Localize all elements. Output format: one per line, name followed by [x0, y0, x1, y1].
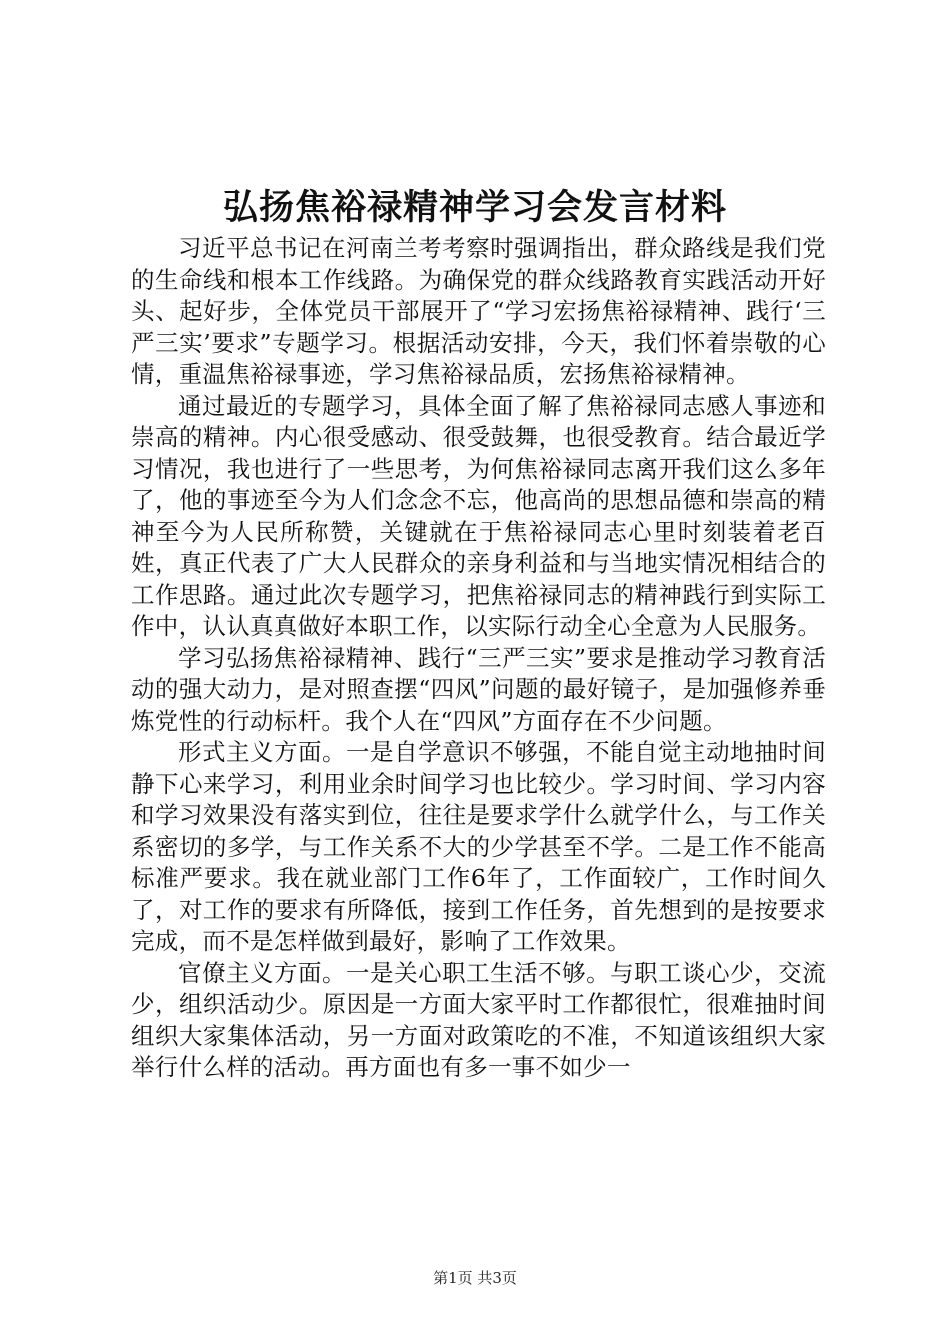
paragraph-4: 形式主义方面。一是自学意识不够强，不能自觉主动地抽时间静下心来学习，利用业余时间学习也比较少。学习时间、学习内容和学习效果没有落实到位，往往是要求学什么就学什么，与工作关系密切的多学，与工作关系不大的少学甚至不学。二是工作不能高标准严要求。我在就业部门工作6年了，工作面较广，工作时间久了，对工作的要求有所降低，接到工作任务，首先想到的是按要求完成，而不是怎样做到最好，影响了工作效果。 [131, 738, 826, 955]
document-body [131, 233, 826, 1084]
paragraph-1: 习近平总书记在河南兰考考察时强调指出，群众路线是我们党的生命线和根本工作线路。为确保党的群众线路教育实践活动开好头、起好步，全体党员干部展开了“学习宏扬焦裕禄精神、践行‘三严三实’要求”专题学习。根据活动安排，今天，我们怀着崇敬的心情，重温焦裕禄事迹，学习焦裕禄品质，宏扬焦裕禄精神。 [131, 234, 826, 388]
page-number-footer: 第1页 共3页 [433, 1269, 517, 1287]
paragraph-3: 学习弘扬焦裕禄精神、践行“三严三实”要求是推动学习教育活动的强大动力，是对照查摆“四风”问题的最好镜子，是加强修养垂炼党性的行动标杆。我个人在“四风”方面存在不少问题。 [131, 643, 826, 735]
paragraph-2: 通过最近的专题学习，具体全面了解了焦裕禄同志感人事迹和崇高的精神。内心很受感动、很受鼓舞，也很受教育。结合最近学习情况，我也进行了一些思考，为何焦裕禄同志离开我们这么多年了，他的事迹至今为人们念念不忘，他高尚的思想品德和崇高的精神至今为人民所称赞，关键就在于焦裕禄同志心里时刻装着老百姓，真正代表了广大人民群众的亲身利益和与当地实情况相结合的工作思路。通过此次专题学习，把焦裕禄同志的精神践行到实际工作中，认认真真做好本职工作，以实际行动全心全意为人民服务。 [131, 391, 826, 640]
document-title: 弘扬焦裕禄精神学习会发言材料 [222, 188, 727, 228]
paragraph-5: 官僚主义方面。一是关心职工生活不够。与职工谈心少，交流少，组织活动少。原因是一方面大家平时工作都很忙，很难抽时间组织大家集体活动，另一方面对政策吃的不准，不知道该组织大家举行什么样的活动。再方面也有多一事不如少一 [131, 958, 826, 1081]
